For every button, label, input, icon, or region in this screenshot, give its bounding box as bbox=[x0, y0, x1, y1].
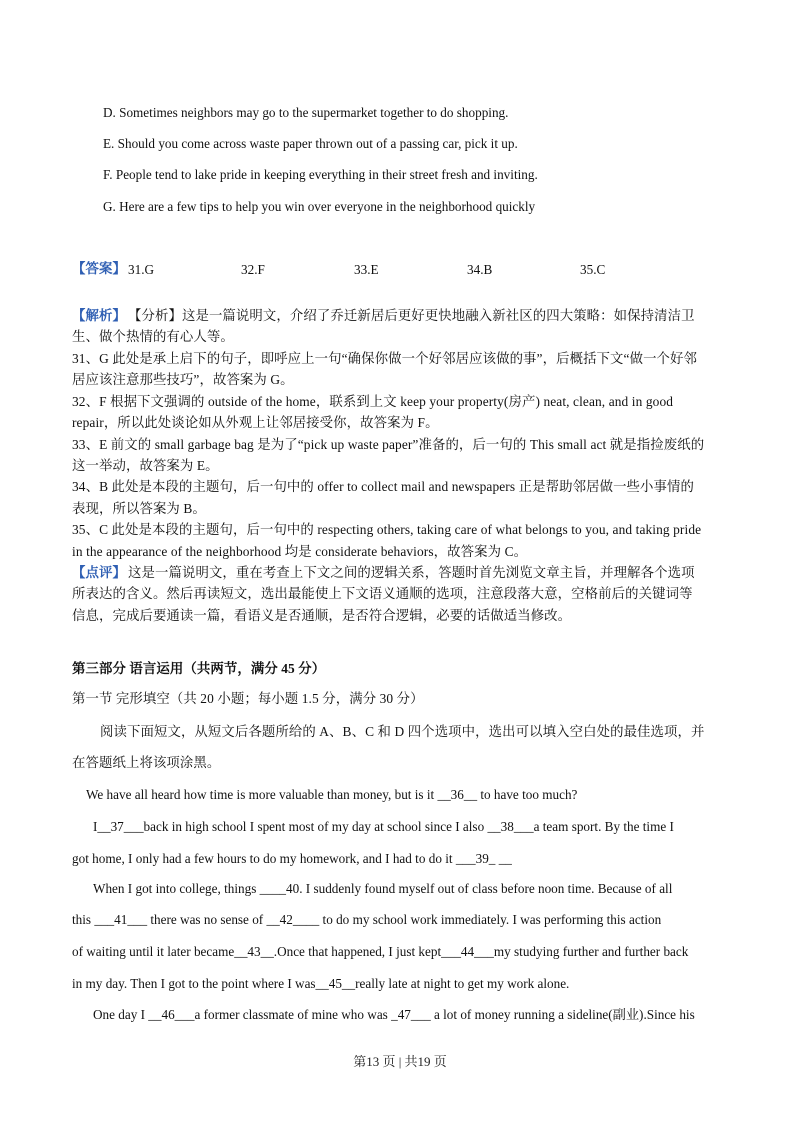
answer-33: 33.E bbox=[354, 262, 379, 277]
answer-label: 【答案】 bbox=[72, 261, 126, 276]
analysis-line: 生、做个热情的有心人等。 bbox=[72, 329, 234, 344]
analysis-line: 这一举动，故答案为 E。 bbox=[72, 458, 219, 473]
analysis-line: 33、E 前文的 small garbage bag 是为了“pick up waste paper”准备的，后一句的 This small act 就是指捡废纸的 bbox=[72, 437, 705, 452]
cloze-line: of waiting until it later became__43__.Once that happened, I just kept___44___my studying further and further back bbox=[72, 944, 689, 959]
instruction-line: 在答题纸上将该项涂黑。 bbox=[72, 755, 221, 770]
cloze-line: this ___41___ there was no sense of __42____ to do my school work immediately. I was performing this action bbox=[72, 912, 662, 927]
answer-34: 34.B bbox=[467, 262, 493, 277]
answer-35: 35.C bbox=[580, 262, 606, 277]
comment-line: 这是一篇说明文，重在考查上下文之间的逻辑关系，答题时首先浏览文章主旨，并理解各个选项 bbox=[128, 565, 695, 580]
analysis-line: in the appearance of the neighborhood 均是 considerate behaviors，故答案为 C。 bbox=[72, 544, 528, 559]
cloze-line: got home, I only had a few hours to do my homework, and I had to do it ___39_ __ bbox=[72, 851, 512, 866]
section-title: 第三部分 语言运用（共两节，满分 45 分） bbox=[72, 661, 326, 676]
comment-line: 所表达的含义。然后再读短文，选出最能使上下文语义通顺的选项，注意段落大意，空格前后的关键词等 bbox=[72, 586, 693, 601]
page-footer: 第13 页 | 共19 页 bbox=[353, 1054, 447, 1069]
section-subtitle: 第一节 完形填空（共 20 小题；每小题 1.5 分，满分 30 分） bbox=[72, 691, 424, 706]
answer-32: 32.F bbox=[241, 262, 265, 277]
analysis-line: repair，所以此处谈论如从外观上让邻居接受你，故答案为 F。 bbox=[72, 415, 439, 430]
option-e: E. Should you come across waste paper thrown out of a passing car, pick it up. bbox=[103, 136, 518, 151]
analysis-line: 居应该注意那些技巧”，故答案为 G。 bbox=[72, 372, 294, 387]
analysis-line: 【分析】这是一篇说明文，介绍了乔迁新居后更好更快地融入新社区的四大策略：如保持清洁卫 bbox=[128, 308, 695, 323]
analysis-line: 表现，所以答案为 B。 bbox=[72, 501, 206, 516]
analysis-line: 34、B 此处是本段的主题句，后一句中的 offer to collect mail and newspapers 正是帮助邻居做一些小事情的 bbox=[72, 479, 695, 494]
analysis-line: 35、C 此处是本段的主题句，后一句中的 respecting others, taking care of what belongs to you, and taking pride bbox=[72, 522, 702, 537]
comment-label: 【点评】 bbox=[72, 565, 126, 580]
cloze-line: I__37___back in high school I spent most of my day at school since I also __38___a team sport. By the time I bbox=[93, 819, 674, 834]
analysis-line: 31、G 此处是承上启下的句子，即呼应上一句“确保你做一个好邻居应该做的事”，后概括下文“做一个好邻 bbox=[72, 351, 698, 366]
option-g: G. Here are a few tips to help you win over everyone in the neighborhood quickly bbox=[103, 199, 536, 214]
cloze-line: We have all heard how time is more valuable than money, but is it __36__ to have too much? bbox=[86, 787, 578, 802]
option-f: F. People tend to lake pride in keeping everything in their street fresh and inviting. bbox=[103, 167, 538, 182]
analysis-line: 32、F 根据下文强调的 outside of the home，联系到上文 keep your property(房产) neat, clean, and in good bbox=[72, 394, 674, 409]
cloze-line: in my day. Then I got to the point where I was__45__really late at night to get my work alone. bbox=[72, 976, 570, 991]
analysis-label: 【解析】 bbox=[72, 308, 126, 323]
comment-line: 信息，完成后要通读一篇，看语义是否通顺，是否符合逻辑，必要的话做适当修改。 bbox=[72, 608, 572, 623]
answer-31: 31.G bbox=[128, 262, 155, 277]
cloze-line: When I got into college, things ____40. I suddenly found myself out of class before noon time. Because of all bbox=[93, 881, 673, 896]
instruction-line: 阅读下面短文，从短文后各题所给的 A、B、C 和 D 四个选项中，选出可以填入空白处的最佳选项，并 bbox=[100, 724, 705, 739]
cloze-line: One day I __46___a former classmate of mine who was _47___ a lot of money running a sideline(副业).Since his bbox=[93, 1007, 695, 1022]
option-d: D. Sometimes neighbors may go to the supermarket together to do shopping. bbox=[103, 105, 509, 120]
